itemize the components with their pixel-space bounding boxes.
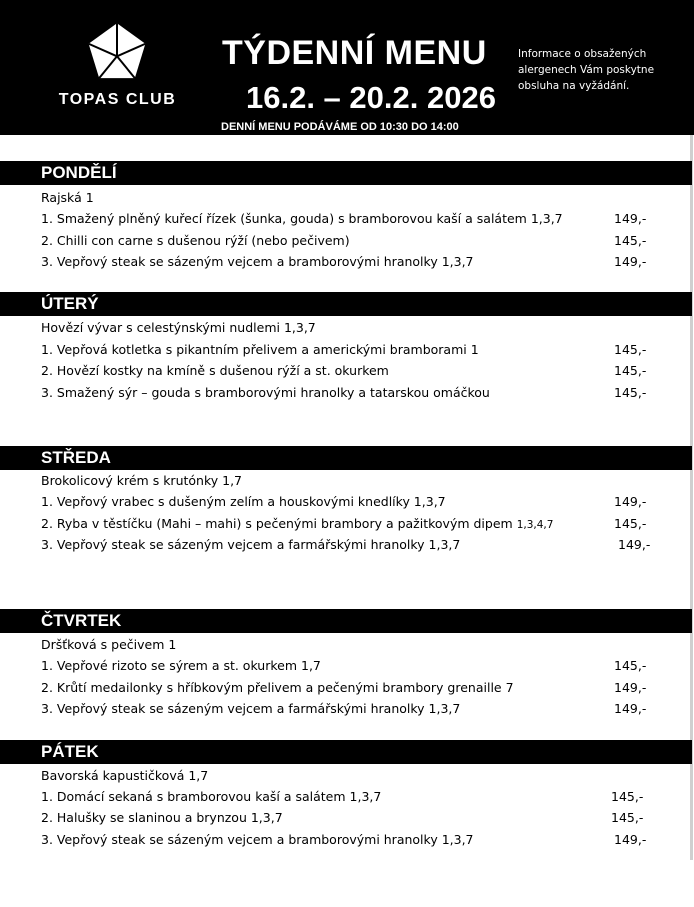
menu-item-price: 149,- [614,254,647,269]
menu-item-price: 149,- [614,494,647,509]
menu-item: 2. Halušky se slaninou a brynzou 1,3,7 [41,810,283,825]
menu-item-price: 145,- [614,385,647,400]
menu-item-price: 145,- [611,810,644,825]
menu-item: 1. Domácí sekaná s bramborovou kaší a salátem 1,3,7 [41,789,382,804]
menu-item: 2. Hovězí kostky na kmíně s dušenou rýží a st. okurkem [41,363,389,378]
menu-item-price: 149,- [614,680,647,695]
page-title: TÝDENNÍ MENU [222,34,487,72]
menu-header [0,0,694,135]
menu-item: 2. Krůtí medailonky s hříbkovým přelivem a pečenými brambory grenaille 7 [41,680,514,695]
menu-item-price: 149,- [614,832,647,847]
pentagon-star-logo-icon [84,20,150,86]
divider [0,469,692,470]
soup: Rajská 1 [41,190,94,205]
menu-item: 3. Smažený sýr – gouda s bramborovými hranolky a tatarskou omáčkou [41,385,490,400]
divider [0,632,692,633]
menu-item: 1. Smažený plněný kuřecí řízek (šunka, gouda) s bramborovou kaší a salátem 1,3,7 [41,211,563,226]
week-dates: 16.2. – 20.2. 2026 [246,80,496,115]
menu-item: 1. Vepřové rizoto se sýrem a st. okurkem 1,7 [41,658,321,673]
divider [0,315,692,316]
menu-item: 1. Vepřová kotletka s pikantním přelivem a americkými bramborami 1 [41,342,479,357]
soup: Hovězí vývar s celestýnskými nudlemi 1,3,7 [41,320,316,335]
menu-item: 2. Chilli con carne s dušenou rýží (nebo pečivem) [41,233,350,248]
day-header-tuesday: ÚTERÝ [0,292,692,315]
menu-item: 3. Vepřový steak se sázeným vejcem a farmářskými hranolky 1,3,7 [41,701,461,716]
menu-item: 3. Vepřový steak se sázeným vejcem a bramborovými hranolky 1,3,7 [41,254,474,269]
menu-item-text: 2. Ryba v těstíčku (Mahi – mahi) s pečenými brambory a pažitkovým dipem [41,516,517,531]
menu-item-price: 145,- [614,363,647,378]
divider [0,763,692,764]
menu-item-price: 145,- [611,789,644,804]
soup: Brokolicový krém s krutónky 1,7 [41,473,243,488]
allergen-info [518,46,688,94]
menu-item-price: 149,- [614,701,647,716]
menu-item-price: 145,- [614,516,647,531]
club-name: TOPAS CLUB [58,91,177,108]
soup: Bavorská kapustičková 1,7 [41,768,209,783]
menu-item-price: 149,- [618,537,651,552]
menu-item: 1. Vepřový vrabec s dušeným zelím a houskovými knedlíky 1,3,7 [41,494,446,509]
allergen-info-line: alergenech Vám poskytne [518,64,655,76]
menu-item-price: 145,- [614,342,647,357]
allergen-info-line: Informace o obsažených [518,48,647,60]
day-header-wednesday: STŘEDA [0,446,692,469]
divider [0,184,692,185]
soup: Dršťková s pečivem 1 [41,637,177,652]
menu-item [41,516,553,531]
menu-item: 3. Vepřový steak se sázeným vejcem a farmářskými hranolky 1,3,7 [41,537,461,552]
menu-item: 3. Vepřový steak se sázeným vejcem a bramborovými hranolky 1,3,7 [41,832,474,847]
menu-item-price: 145,- [614,233,647,248]
serving-hours: DENNÍ MENU PODÁVÁME OD 10:30 DO 14:00 [221,121,459,133]
menu-item-allergens: 1,3,4,7 [516,519,554,531]
day-header-friday: PÁTEK [0,740,692,763]
menu-item-price: 145,- [614,658,647,673]
day-header-monday: PONDĚLÍ [0,161,692,184]
menu-item-price: 149,- [614,211,647,226]
allergen-info-line: obsluha na vyžádání. [518,80,630,92]
day-header-thursday: ČTVRTEK [0,609,692,632]
